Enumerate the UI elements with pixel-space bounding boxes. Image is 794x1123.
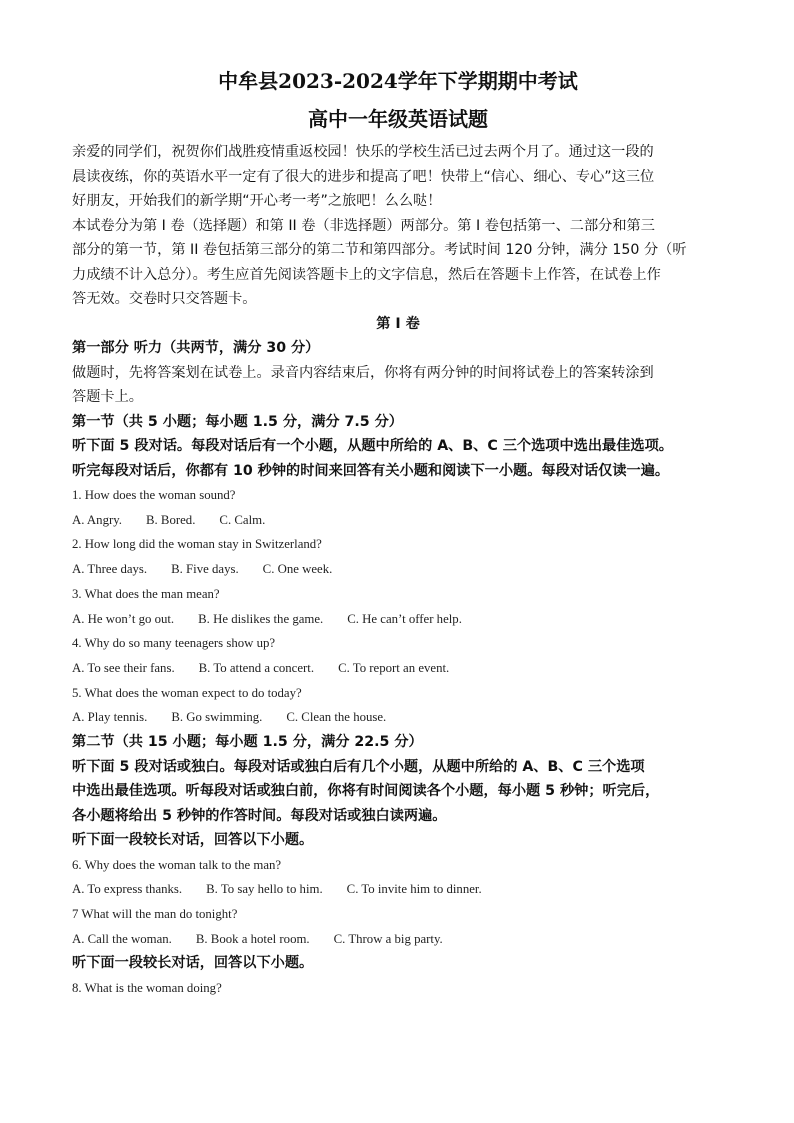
section2-directions-line: 中选出最佳选项。听每段对话或独白前，你将有时间阅读各个小题，每小题 5 秒钟；听完后，: [72, 783, 660, 800]
option-b: B. To attend a concert.: [198, 660, 315, 675]
option-c: C. One week.: [262, 562, 333, 577]
option-c: C. He can’t offer help.: [347, 611, 462, 626]
question-4: [72, 631, 724, 680]
question-6: [72, 853, 724, 902]
group-label: 听下面一段较长对话，回答以下小题。: [72, 955, 314, 972]
question-1: [72, 483, 724, 532]
option-a: A. Angry.: [72, 512, 122, 527]
option-a: A. Call the woman.: [72, 931, 172, 946]
question-5: [72, 681, 724, 730]
question-2: [72, 532, 724, 581]
volume-title: 第 I 卷: [376, 315, 420, 332]
instruction-line: 答无效。交卷时只交答题卡。: [72, 291, 257, 307]
intro-line: 晨读夜练，你的英语水平一定有了很大的进步和提高了吧！快带上“信心、细心、专心”这三位: [72, 168, 655, 185]
section1-directions-line: 听完每段对话后，你都有 10 秒钟的时间来回答有关小题和阅读下一小题。每段对话仅读一遍。: [72, 462, 670, 479]
option-c: C. To report an event.: [338, 660, 450, 675]
option-b: B. Bored.: [146, 512, 196, 527]
question-options: [72, 927, 724, 952]
instruction-line: 本试卷分为第 I 卷（选择题）和第 II 卷（非选择题）两部分。第 I 卷包括第一、二部分和第三: [72, 217, 655, 234]
part1-note-line: 做题时，先将答案划在试卷上。录音内容结束后，你将有两分钟的时间将试卷上的答案转涂到: [72, 364, 654, 381]
group-label: 听下面一段较长对话，回答以下小题。: [72, 832, 314, 849]
exam-subtitle: 高中一年级英语试题: [308, 107, 488, 131]
question-stem: 5. What does the woman expect to do today?: [72, 685, 302, 700]
instruction-line: 力成绩不计入总分）。考生应首先阅读答题卡上的文字信息，然后在答题卡上作答，在试卷上作: [72, 266, 661, 283]
question-8-stem: 8. What is the woman doing?: [72, 980, 222, 995]
section2-directions-line: 各小题将给出 5 秒钟的作答时间。每段对话或独白读两遍。: [72, 807, 447, 824]
question-stem: 3. What does the man mean?: [72, 586, 220, 601]
question-options: [72, 607, 724, 632]
option-c: C. Calm.: [219, 512, 266, 527]
option-a: A. To express thanks.: [72, 882, 183, 897]
question-3: [72, 582, 724, 631]
question-stem: 7 What will the man do tonight?: [72, 906, 238, 921]
question-options: [72, 705, 724, 730]
intro-line: 好朋友，开始我们的新学期“开心考一考”之旅吧！么么哒！: [72, 193, 442, 209]
section2-heading: 第二节（共 15 小题；每小题 1.5 分，满分 22.5 分）: [72, 734, 423, 751]
intro-greeting: [72, 140, 724, 214]
option-c: C. To invite him to dinner.: [346, 882, 482, 897]
question-stem: 2. How long did the woman stay in Switzerland?: [72, 537, 322, 552]
exam-title: 中牟县2023-2024学年下学期期中考试: [218, 69, 578, 93]
option-a: A. To see their fans.: [72, 660, 175, 675]
question-stem: 4. Why do so many teenagers show up?: [72, 636, 276, 651]
option-b: B. Book a hotel room.: [195, 931, 310, 946]
option-a: A. He won’t go out.: [72, 611, 175, 626]
question-stem: 6. Why does the woman talk to the man?: [72, 857, 282, 872]
option-b: B. He dislikes the game.: [198, 611, 324, 626]
option-b: B. Go swimming.: [171, 710, 263, 725]
option-b: B. Five days.: [171, 562, 239, 577]
part1-heading: 第一部分 听力（共两节，满分 30 分）: [72, 340, 320, 356]
question-7: [72, 902, 724, 951]
section2-directions-line: 听下面 5 段对话或独白。每段对话或独白后有几个小题，从题中所给的 A、B、C 三个选项: [72, 758, 645, 775]
intro-line: 亲爱的同学们，祝贺你们战胜疫情重返校园！快乐的学校生活已过去两个月了。通过这一段的: [72, 144, 654, 160]
option-c: C. Clean the house.: [286, 710, 387, 725]
question-options: [72, 877, 724, 902]
section1-directions-line: 听下面 5 段对话。每段对话后有一个小题，从题中所给的 A、B、C 三个选项中选出最佳选项。: [72, 438, 673, 454]
intro-instructions: [72, 214, 724, 312]
option-b: B. To say hello to him.: [206, 882, 323, 897]
section1-heading: 第一节（共 5 小题；每小题 1.5 分，满分 7.5 分）: [72, 413, 403, 430]
question-options: [72, 557, 724, 582]
question-options: [72, 508, 724, 533]
option-a: A. Three days.: [72, 562, 148, 577]
part1-note-line: 答题卡上。: [72, 389, 143, 405]
option-a: A. Play tennis.: [72, 710, 148, 725]
question-stem: 1. How does the woman sound?: [72, 488, 236, 502]
question-options: [72, 656, 724, 681]
option-c: C. Throw a big party.: [333, 931, 443, 946]
instruction-line: 部分的第一节，第 II 卷包括第三部分的第二节和第四部分。考试时间 120 分钟，满分 150 分（听: [72, 242, 687, 258]
